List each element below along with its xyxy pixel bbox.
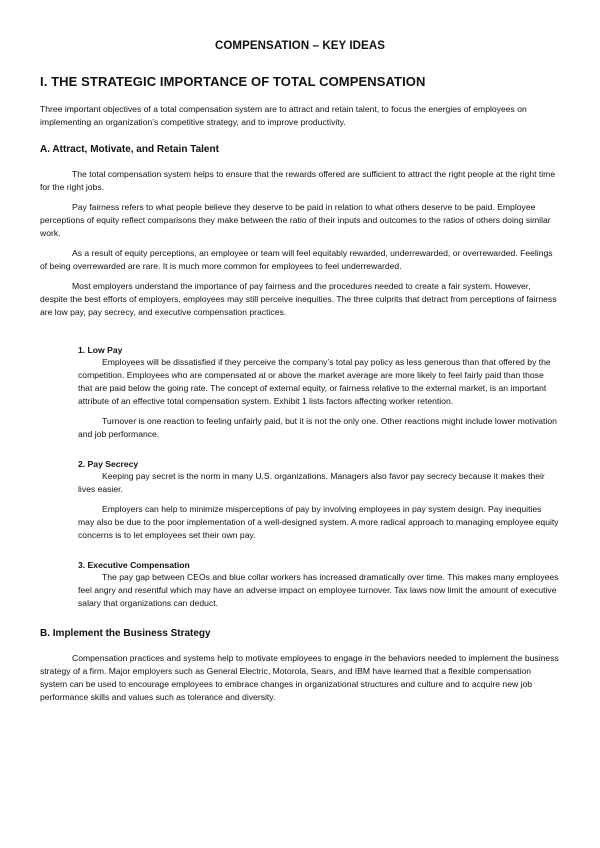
paragraph-low-pay-turnover: Turnover is one reaction to feeling unfairly paid, but it is not the only one. Other reactions might include lower motivation and job performance. xyxy=(78,416,557,439)
paragraph-total-compensation: The total compensation system helps to ensure that the rewards offered are sufficient to attract the right people at the right time for the right jobs. xyxy=(40,169,556,192)
document-title: COMPENSATION – KEY IDEAS xyxy=(214,40,386,52)
item-heading-low-pay: 1. Low Pay xyxy=(78,345,123,355)
paragraph-pay-secrecy-norm: Keeping pay secret is the norm in many U.S. organizations. Managers also favor pay secrecy because it makes their lives easier. xyxy=(78,471,545,494)
item-pay-secrecy xyxy=(40,459,560,542)
paragraph-pay-secrecy-minimize: Employers can help to minimize misperceptions of pay by involving employees in pay system design. Pay inequities may also be due to the poor implementation of a well-designed system. A more radical approach to managing employee equity concerns is to let employees set their own pay. xyxy=(78,504,559,540)
item-executive-compensation xyxy=(40,560,560,610)
paragraph-equity-perceptions: As a result of equity perceptions, an employee or team will feel equitably rewarded, underrewarded, or overrewarded. Feelings of being overrewarded are rare. It is much more common for employees to feel underrewarded. xyxy=(40,248,553,271)
paragraph-business-strategy: Compensation practices and systems help to motivate employees to engage in the behaviors needed to implement the business strategy of a firm. Major employers such as General Electric, Motorola, Sears, and IBM have learned that a flexible compensation system can be used to encourage employees to embrace changes in organizational structures and culture and to acquire new job performance skills and values such as tolerance and diversity. xyxy=(40,653,559,702)
subsection-heading-implement-strategy: B. Implement the Business Strategy xyxy=(40,628,211,639)
paragraph-pay-fairness: Pay fairness refers to what people believe they deserve to be paid in relation to what others deserve to be paid. Employee perceptions of equity reflect comparisons they make between the ratio of their inputs and outcomes to the ratios of others doing similar work. xyxy=(40,202,551,238)
section-intro-paragraph: Three important objectives of a total compensation system are to attract and retain talent, to focus the energies of employees on implementing an organization’s competitive strategy, and to improve productivity. xyxy=(40,104,527,127)
item-heading-executive-compensation: 3. Executive Compensation xyxy=(78,560,190,570)
item-low-pay xyxy=(40,345,560,441)
paragraph-executive-pay-gap: The pay gap between CEOs and blue collar workers has increased dramatically over time. This makes many employees feel angry and resentful which may have an adverse impact on employee turnover. Tax laws now limit the amount of executive salary that organizations can deduct. xyxy=(78,572,559,608)
subsection-heading-attract-motivate-retain: A. Attract, Motivate, and Retain Talent xyxy=(40,144,219,155)
section-heading-strategic-importance: I. THE STRATEGIC IMPORTANCE OF TOTAL COMPENSATION xyxy=(40,74,426,89)
item-heading-pay-secrecy: 2. Pay Secrecy xyxy=(78,459,139,469)
paragraph-low-pay-dissatisfied: Employees will be dissatisfied if they perceive the company’s total pay policy as less generous than that offered by the competition. Employees who are compensated at or above the market average are more likely to feel fairly paid than those that are paid below the going rate. The concept of external equity, or fairness relative to the external market, is an important attribute of an effective total compensation system. Exhibit 1 lists factors affecting worker retention. xyxy=(78,357,551,406)
paragraph-culprits: Most employers understand the importance of pay fairness and the procedures needed to create a fair system. However, despite the best efforts of employers, employees may still perceive inequities. The three culprits that detract from perceptions of fairness are low pay, pay secrecy, and executive compensation practices. xyxy=(40,281,557,317)
